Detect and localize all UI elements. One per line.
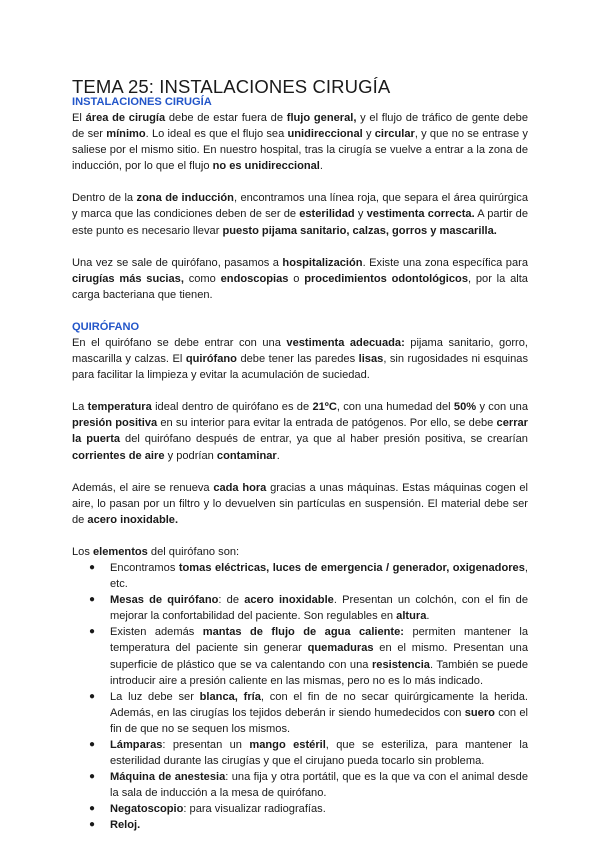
paragraph (72, 110, 528, 174)
bold-text: vestimenta correcta. (366, 208, 475, 221)
list-item (72, 624, 528, 688)
bold-text: Reloj. (110, 819, 141, 832)
text-run: : para visualizar radiografías. (183, 803, 326, 816)
bold-text: flujo general, (286, 112, 357, 124)
bullet-icon: ● (89, 690, 96, 702)
bold-text: mínimo (106, 128, 146, 141)
text-run: debe tener las paredes (236, 353, 359, 366)
text-run: El (72, 112, 86, 124)
bold-text: puesto pijama sanitario, calzas, gorros y mascarilla. (222, 224, 497, 237)
bold-text: procedimientos odontológicos (304, 272, 468, 285)
bold-text: Negatoscopio (110, 803, 184, 816)
text-run: Existen además (110, 626, 203, 639)
text-run: : una fija y otra portátil, que es la que va con el animal desde la sala de inducción a la mesa de quirófano. (110, 771, 528, 800)
text-run: en el mismo. Presentan una superficie de plástico que se va calentando con una (110, 642, 529, 671)
list-item (72, 801, 528, 817)
bold-text: 50% (453, 401, 477, 414)
text-run: , con una humedad del (336, 401, 454, 414)
text-run: A partir de este punto es necesario llevar (72, 208, 528, 237)
text-run: , por la alta carga bacteriana que tienen. (72, 272, 528, 301)
bold-text: mantas de flujo de agua caliente: (202, 626, 404, 639)
list-item (72, 737, 528, 769)
bold-text: resistencia (371, 658, 430, 671)
list-item (72, 817, 528, 833)
paragraph (72, 544, 528, 560)
elements-list (72, 560, 528, 834)
text-run: , que se esteriliza, para mantener la esterilidad durante las cirugías y que el cirujano pueda tocarlo sin problema. (110, 739, 528, 768)
text-run: . Existe una zona específica para (362, 256, 528, 269)
bold-text: endoscopias (220, 272, 289, 285)
text-run: La luz debe ser (110, 690, 200, 703)
document-body (72, 94, 528, 834)
bold-text: Mesas de quirófano (110, 594, 219, 607)
bold-text: quemaduras (307, 642, 374, 655)
text-run: Encontramos (110, 561, 179, 574)
bold-text: corrientes de aire (72, 449, 165, 462)
bold-text: quirófano (185, 353, 237, 366)
text-run: . (426, 610, 430, 623)
text-run: , sin rugosidades ni esquinas para facilitar la limpieza y evitar la acumulación de suciedad. (72, 353, 528, 382)
bold-text: no es unidireccional (212, 160, 320, 173)
bold-text: cada hora (213, 481, 267, 494)
page-title: TEMA 25: INSTALACIONES CIRUGÍA (72, 76, 391, 97)
text-run: , encontramos una línea roja, que separa el área quirúrgica y marca que las condiciones deben de ser de (72, 192, 528, 221)
list-item (72, 560, 528, 592)
bullet-icon: ● (89, 594, 96, 606)
bold-text: suero (464, 706, 495, 719)
text-run: Dentro de la (72, 192, 137, 205)
bold-text: Lámparas (110, 739, 163, 751)
text-run: del quirófano son: (147, 545, 240, 558)
section-heading-quirofano: QUIRÓFANO (72, 320, 140, 333)
text-run: con el fin de que no se sequen los mismos. (110, 706, 528, 735)
text-run: , con el fin de no secar quirúrgicamente la herida. Además, en las cirugías los tejidos deberán ir siendo humedecidos con (110, 690, 528, 719)
text-run: Los (72, 545, 93, 558)
text-run: La (72, 401, 88, 414)
text-run: del quirófano después de entrar, ya que al haber presión positiva, se crearían (120, 433, 528, 446)
bold-text: acero inoxidable. (87, 513, 179, 526)
list-item (72, 689, 528, 737)
text-run: permiten mantener la temperatura del paciente sin generar (110, 626, 528, 655)
text-run: ideal dentro de quirófano es de (151, 401, 313, 414)
text-run: Además, el aire se renueva (72, 481, 214, 494)
text-run: Una vez se sale de quirófano, pasamos a (72, 256, 283, 269)
text-run: como (183, 272, 221, 285)
text-run: y podrían (164, 449, 217, 462)
paragraph (72, 399, 528, 463)
bold-text: unidireccional (287, 128, 363, 141)
bold-text: esterilidad (299, 208, 355, 221)
bold-text: área de cirugía (85, 112, 166, 124)
text-run: , y que no se entrase y saliese por el mismo sitio. En nuestro hospital, tras la cirugía se vuelve a entrar a la zona de inducción, por lo que el flujo (72, 128, 528, 173)
bullet-icon: ● (89, 803, 96, 815)
list-item (72, 769, 528, 801)
text-run: en su interior para evitar la entrada de patógenos. Por ello, se debe (157, 417, 497, 430)
paragraph (72, 335, 528, 383)
bullet-icon: ● (89, 771, 96, 783)
text-run: , etc. (110, 561, 528, 591)
bold-text: tomas eléctricas, luces de emergencia / generador, oxigenadores (178, 561, 525, 574)
bold-text: temperatura (87, 401, 152, 414)
text-run: . Lo ideal es que el flujo sea (145, 128, 288, 141)
bullet-icon: ● (89, 739, 96, 750)
bold-text: lisas (358, 353, 384, 366)
text-run: y (354, 208, 367, 221)
bold-text: circular (374, 128, 415, 141)
bold-text: zona de inducción (136, 192, 234, 205)
text-run: En el quirófano se debe entrar con una (72, 336, 287, 349)
text-run: pijama sanitario, gorro, mascarilla y calzas. El (72, 336, 528, 366)
text-run: gracias a unas máquinas. Estas máquinas cogen el aire, lo pasan por un filtro y lo devuelven sin partículas en suspensión. El material debe ser de (72, 481, 528, 526)
bold-text: Máquina de anestesia (110, 771, 226, 784)
bullet-icon: ● (89, 819, 96, 831)
list-item (72, 592, 528, 624)
bold-text: blanca, fría (199, 690, 261, 703)
text-run: y con una (476, 401, 528, 414)
bold-text: elementos (92, 545, 148, 558)
text-run: : de (218, 594, 245, 607)
bold-text: altura (396, 610, 427, 623)
text-run: o (288, 272, 305, 285)
text-run: y (362, 128, 375, 141)
paragraph (72, 255, 528, 303)
bold-text: contaminar (216, 449, 277, 462)
bold-text: vestimenta adecuada: (286, 336, 405, 349)
text-run: debe de estar fuera de (165, 112, 287, 124)
section-heading-instalaciones: INSTALACIONES CIRUGÍA (72, 96, 212, 108)
bold-text: hospitalización (282, 256, 363, 269)
bold-text: acero inoxidable (244, 594, 334, 607)
text-run: . (276, 449, 280, 462)
bold-text: 21ºC (312, 401, 337, 414)
bold-text: mango estéril (249, 739, 326, 751)
text-run: . También se puede introducir aire a presión caliente en las mismas, pero no es lo más indicado. (110, 658, 528, 687)
text-run: . (319, 160, 323, 173)
bullet-icon: ● (89, 626, 96, 638)
bullet-icon: ● (89, 561, 96, 573)
bold-text: cerrar la puerta (72, 417, 528, 446)
paragraph (72, 190, 528, 238)
text-run: y el flujo de tráfico de gente debe de ser (72, 112, 528, 141)
paragraph (72, 480, 528, 528)
bold-text: presión positiva (72, 417, 158, 430)
bold-text: cirugías más sucias, (72, 272, 184, 285)
text-run: . Presentan un colchón, con el fin de mejorar la confortabilidad del paciente. Son regulables en (110, 594, 529, 623)
text-run: : presentan un (162, 739, 250, 751)
